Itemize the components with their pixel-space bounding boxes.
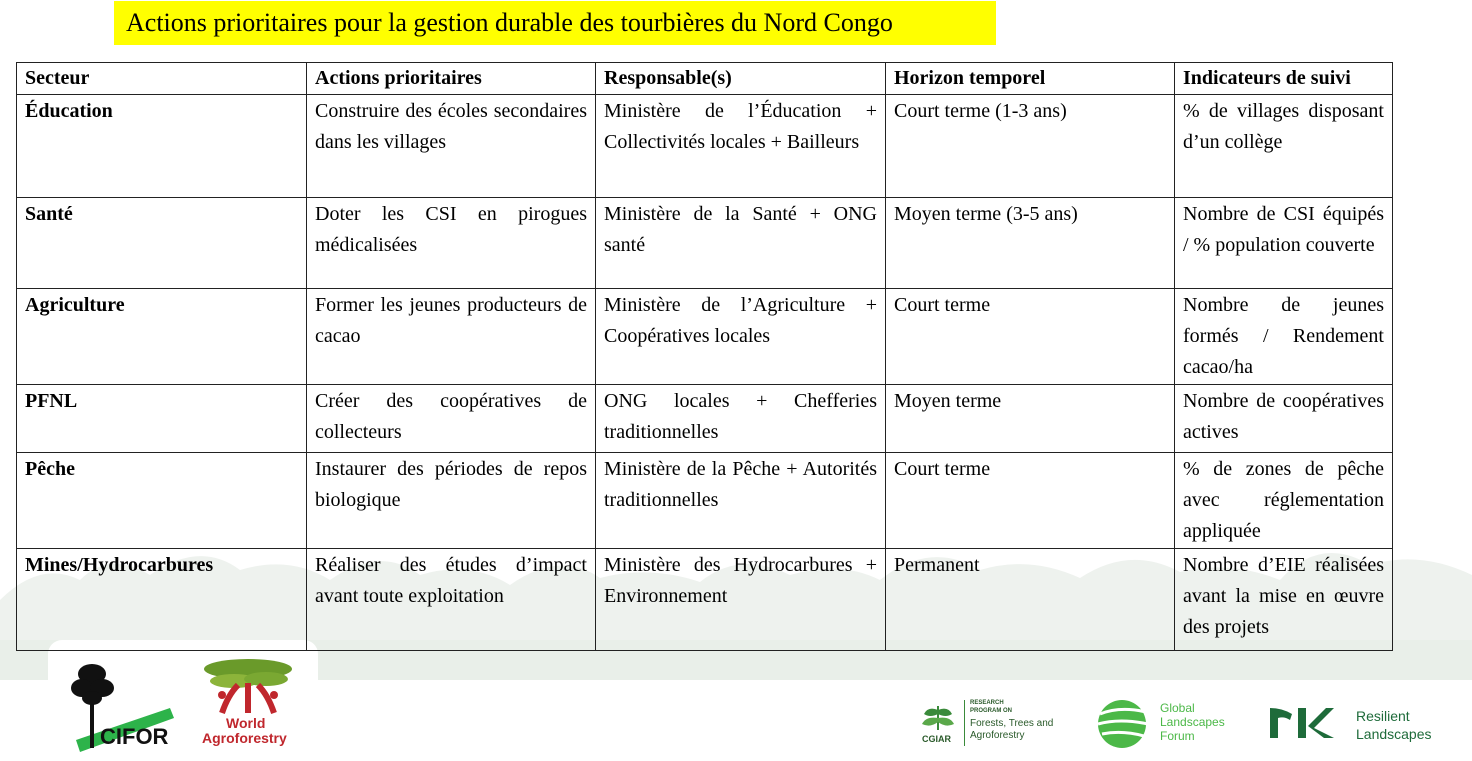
cgiar-logo [918,700,1068,750]
cell-secteur: Santé [17,198,307,289]
cgiar-research-line: RESEARCH [970,700,1004,706]
priority-actions-table [16,62,1393,651]
cgiar-divider [964,700,965,746]
cell-responsable: Ministère de l’Agriculture + Coopératives locales [596,289,886,385]
cell-secteur: Pêche [17,453,307,549]
cell-indicateur: Nombre d’EIE réalisées avant la mise en œuvre des projets [1175,549,1393,651]
cell-responsable: ONG locales + Chefferies traditionnelles [596,385,886,453]
cell-horizon: Moyen terme [886,385,1175,453]
cifor-logo [70,660,180,755]
header-responsables: Responsable(s) [596,63,886,95]
cgiar-agroforestry-line: Agroforestry [970,730,1025,741]
table-row [17,289,1393,385]
landscapes-label: Landscapes [1356,726,1432,742]
world-agroforestry-logo [198,655,298,755]
acacia-tree-icon [198,655,298,715]
cell-secteur: PFNL [17,385,307,453]
cell-responsable: Ministère de la Santé + ONG santé [596,198,886,289]
glf-global-label: Global [1160,701,1195,715]
table-row [17,549,1393,651]
header-actions: Actions prioritaires [307,63,596,95]
glf-logo [1090,696,1240,751]
table-row [17,95,1393,198]
cell-horizon: Court terme (1-3 ans) [886,95,1175,198]
table-row [17,198,1393,289]
table-row [17,385,1393,453]
header-horizon: Horizon temporel [886,63,1175,95]
cell-horizon: Permanent [886,549,1175,651]
cell-action: Construire des écoles secondaires dans les villages [307,95,596,198]
cell-action: Créer des coopératives de collecteurs [307,385,596,453]
cell-secteur: Agriculture [17,289,307,385]
agroforestry-label: Agroforestry [202,730,287,746]
world-label: World [226,715,266,731]
glf-leaf-icon [1090,696,1152,750]
table-header-row [17,63,1393,95]
resilient-landscapes-logo [1268,706,1458,746]
cgiar-program-line: PROGRAM ON [970,708,1012,714]
cell-action: Instaurer des périodes de repos biologique [307,453,596,549]
header-indicateurs: Indicateurs de suivi [1175,63,1393,95]
cell-responsable: Ministère des Hydrocarbures + Environnement [596,549,886,651]
glf-landscapes-label: Landscapes [1160,715,1225,729]
header-secteur: Secteur [17,63,307,95]
rl-monogram-icon [1268,706,1338,740]
cell-indicateur: Nombre de jeunes formés / Rendement cacao/ha [1175,289,1393,385]
cgiar-wheat-icon [918,700,958,732]
cell-indicateur: Nombre de coopératives actives [1175,385,1393,453]
cell-indicateur: % de zones de pêche avec réglementation appliquée [1175,453,1393,549]
cgiar-label: CGIAR [922,734,951,744]
cell-action: Former les jeunes producteurs de cacao [307,289,596,385]
glf-forum-label: Forum [1160,729,1195,743]
cell-responsable: Ministère de la Pêche + Autorités traditionnelles [596,453,886,549]
page-title: Actions prioritaires pour la gestion durable des tourbières du Nord Congo [114,1,996,45]
cell-action: Doter les CSI en pirogues médicalisées [307,198,596,289]
cell-secteur: Mines/Hydrocarbures [17,549,307,651]
cell-indicateur: % de villages disposant d’un collège [1175,95,1393,198]
cgiar-forests-line: Forests, Trees and [970,718,1054,729]
cell-indicateur: Nombre de CSI équipés / % population couverte [1175,198,1393,289]
resilient-label: Resilient [1356,708,1410,724]
cifor-label: CIFOR [100,724,169,749]
cell-action: Réaliser des études d’impact avant toute exploitation [307,549,596,651]
cell-responsable: Ministère de l’Éducation + Collectivités locales + Bailleurs [596,95,886,198]
cell-horizon: Court terme [886,453,1175,549]
table-row [17,453,1393,549]
cell-horizon: Court terme [886,289,1175,385]
cell-secteur: Éducation [17,95,307,198]
cell-horizon: Moyen terme (3-5 ans) [886,198,1175,289]
